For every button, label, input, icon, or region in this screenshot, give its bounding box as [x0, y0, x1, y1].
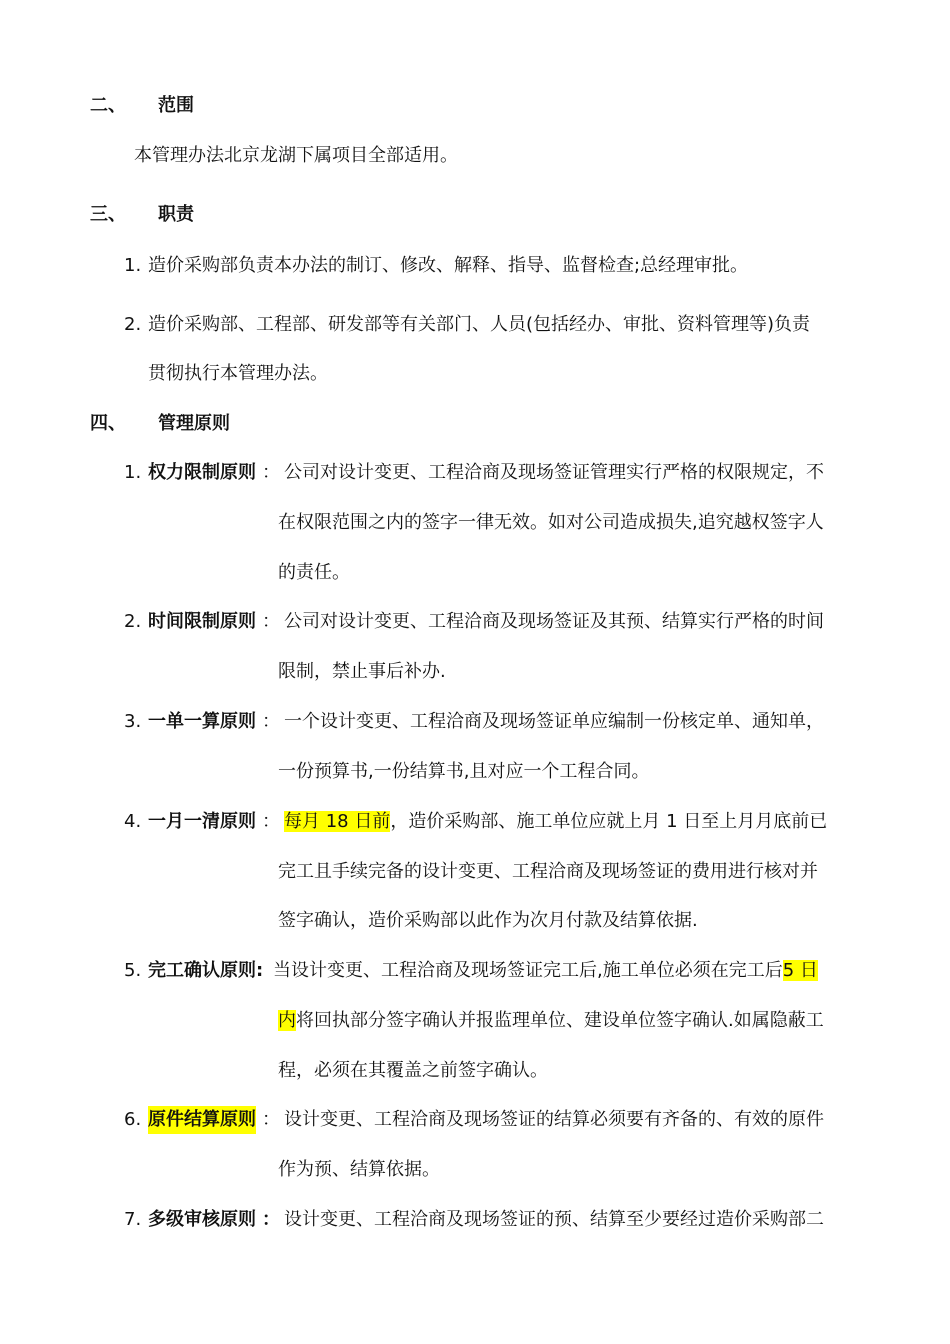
principle7-number: 7.	[124, 1209, 142, 1230]
section3-number: 三、	[90, 204, 126, 225]
principle5-line3: 程，必须在其覆盖之前签字确认。	[278, 1060, 548, 1081]
principle7-colon: ：	[262, 1209, 280, 1230]
principle3-line1: 一个设计变更、工程洽商及现场签证单应编制一份核定单、通知单，	[284, 711, 824, 732]
principle1-line1: 公司对设计变更、工程洽商及现场签证管理实行严格的权限规定，不	[284, 462, 824, 483]
principle6-colon: ：	[262, 1109, 280, 1130]
principle2-colon: ：	[262, 611, 280, 632]
principle7-label: 多级审核原则	[148, 1209, 256, 1230]
principle5-line1-text: 当设计变更、工程洽商及现场签证完工后,施工单位必须在完工后	[273, 960, 783, 981]
section2-title: 范围	[158, 95, 194, 116]
principle2-line1: 公司对设计变更、工程洽商及现场签证及其预、结算实行严格的时间	[284, 611, 824, 632]
principle4-label: 一月一清原则	[148, 811, 256, 832]
section4-number: 四、	[90, 413, 126, 434]
principle5-line2-rest: 将回执部分签字确认并报监理单位、建设单位签字确认.如属隐蔽工	[296, 1010, 824, 1031]
principle4-line1	[284, 808, 827, 836]
principle3-number: 3.	[124, 711, 142, 732]
principle4-line3: 签字确认，造价采购部以此作为次月付款及结算依据.	[278, 910, 698, 931]
section3-item2-line1: 造价采购部、工程部、研发部等有关部门、人员(包括经办、审批、资料管理等)负责	[148, 314, 811, 335]
principle3-label: 一单一算原则	[148, 711, 256, 732]
principle6-label: 原件结算原则	[148, 1106, 256, 1134]
section3-item1-number: 1.	[124, 255, 142, 276]
principle5-days-highlight: 5 日	[782, 960, 818, 981]
principle5-within-highlight: 内	[278, 1010, 296, 1031]
principle5-line2	[278, 1007, 824, 1035]
principle2-number: 2.	[124, 611, 142, 632]
principle2-label: 时间限制原则	[148, 611, 256, 632]
principle4-number: 4.	[124, 811, 142, 832]
section2-number: 二、	[90, 95, 126, 116]
principle5-number: 5.	[124, 960, 142, 981]
principle2-line2: 限制，禁止事后补办.	[278, 661, 446, 682]
section3-item2-line2: 贯彻执行本管理办法。	[148, 363, 328, 384]
principle1-colon: ：	[262, 462, 280, 483]
section4-title: 管理原则	[158, 413, 230, 434]
section3-title: 职责	[158, 204, 194, 225]
principle4-line1-rest: ，造价采购部、施工单位应就上月 1 日至上月月底前已	[390, 811, 828, 832]
principle5-label: 完工确认原则:	[148, 960, 264, 981]
principle3-colon: ：	[262, 711, 280, 732]
principle4-colon: ：	[262, 811, 280, 832]
principle1-number: 1.	[124, 462, 142, 483]
principle5-line1	[273, 957, 818, 985]
principle4-deadline-highlight: 每月 18 日前	[284, 811, 391, 832]
principle6-line2: 作为预、结算依据。	[278, 1159, 440, 1180]
principle6-line1: 设计变更、工程洽商及现场签证的结算必须要有齐备的、有效的原件	[284, 1109, 824, 1130]
principle7-line1: 设计变更、工程洽商及现场签证的预、结算至少要经过造价采购部二	[284, 1209, 824, 1230]
principle1-label: 权力限制原则	[148, 462, 256, 483]
section3-item2-number: 2.	[124, 314, 142, 335]
section2-body: 本管理办法北京龙湖下属项目全部适用。	[134, 145, 458, 166]
principle1-line2: 在权限范围之内的签字一律无效。如对公司造成损失,追究越权签字人	[278, 512, 824, 533]
principle1-line3: 的责任。	[278, 562, 350, 583]
principle4-line2: 完工且手续完备的设计变更、工程洽商及现场签证的费用进行核对并	[278, 861, 818, 882]
principle3-line2: 一份预算书,一份结算书,且对应一个工程合同。	[278, 761, 650, 782]
principle6-number: 6.	[124, 1109, 142, 1130]
section3-item1-text: 造价采购部负责本办法的制订、修改、解释、指导、监督检查;总经理审批。	[148, 255, 749, 276]
